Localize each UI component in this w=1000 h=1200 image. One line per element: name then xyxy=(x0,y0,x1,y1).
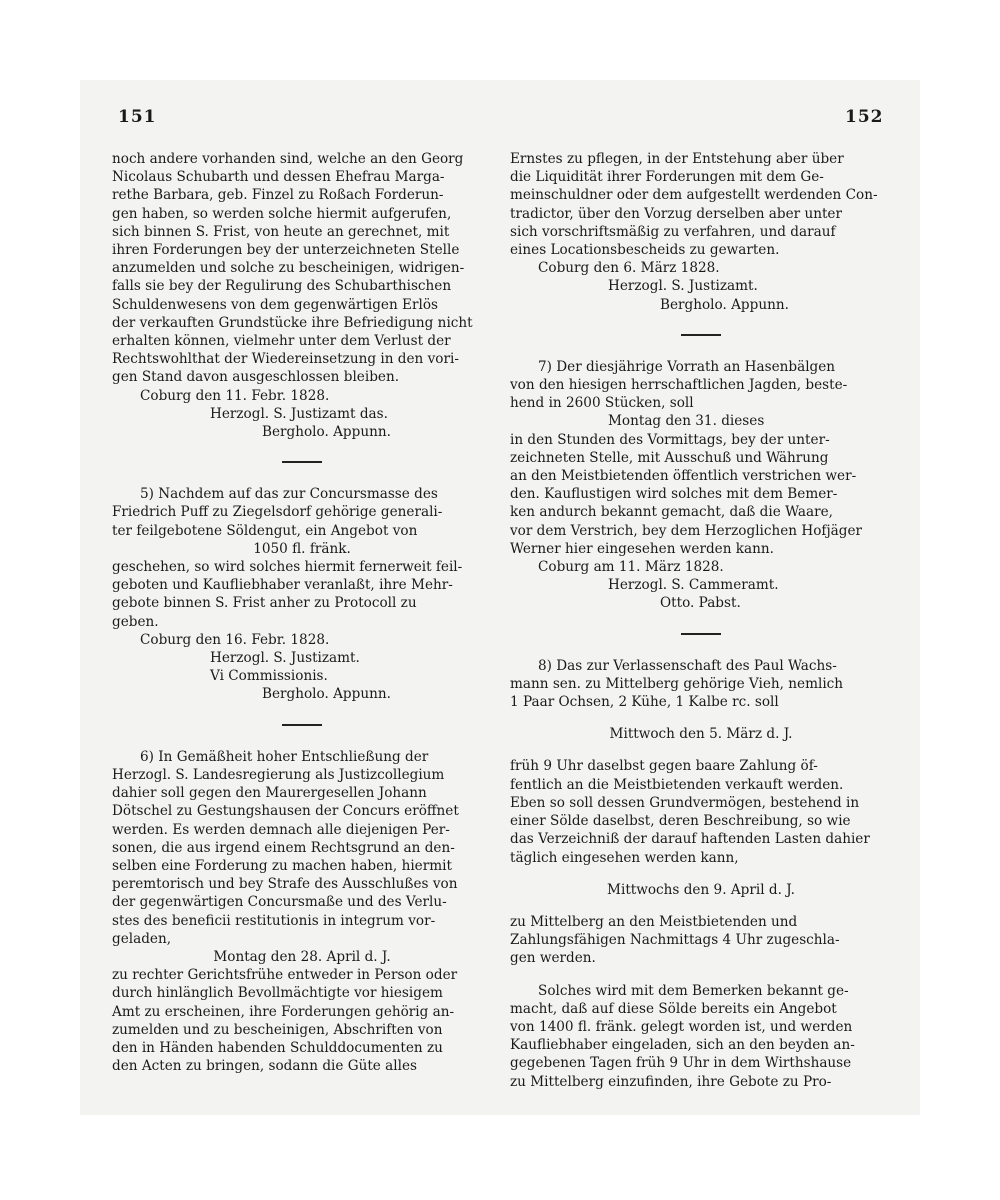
text-line: zu rechter Gerichtsfrühe entweder in Person oder xyxy=(112,967,458,984)
text-line: Werner hier eingesehen werden kann. xyxy=(510,540,774,557)
text-line: an den Meistbietenden öffentlich verstrichen wer- xyxy=(510,468,857,485)
section-divider xyxy=(681,334,721,336)
text-line: geben. xyxy=(112,613,159,630)
text-line: in den Stunden des Vormittags, bey der unter- xyxy=(510,431,830,448)
text-line: gebote binnen S. Frist anher zu Protocoll zu xyxy=(112,595,417,612)
text-line: sich vorschriftsmäßig zu verfahren, und darauf xyxy=(510,223,836,240)
text-line: die Liquidität ihrer Forderungen mit dem Ge- xyxy=(510,169,824,186)
text-lines xyxy=(510,982,892,1091)
text-line: tradictor, über den Vorzug derselben aber unter xyxy=(510,205,842,222)
text-line: zu Mittelberg einzufinden, ihre Gebote zu Pro- xyxy=(510,1073,832,1090)
text-line: Zahlungsfähigen Nachmittags 4 Uhr zugeschla- xyxy=(510,932,840,949)
text-line: sich binnen S. Frist, von heute an gerechnet, mit xyxy=(112,223,450,240)
text-lines xyxy=(112,485,492,540)
text-line: 8) Das zur Verlassenschaft des Paul Wachs- xyxy=(538,657,837,674)
text-line: zu Mittelberg an den Meistbietenden und xyxy=(510,913,798,930)
text-lines xyxy=(510,757,892,866)
text-line: 6) In Gemäßheit hoher Entschließung der xyxy=(140,748,429,765)
hearing-date: Montag den 28. April d. J. xyxy=(213,948,391,965)
text-line: eines Locationsbescheids zu gewarten. xyxy=(510,242,780,259)
notice-date: Coburg den 6. März 1828. xyxy=(538,260,720,277)
text-line: stes des beneficii restitutionis in integrum vor- xyxy=(112,912,436,929)
text-line: Rechtswohlthat der Wiedereinsetzung in den vori- xyxy=(112,351,459,368)
page-number-right: 152 xyxy=(845,107,884,127)
text-line: 1 Paar Ochsen, 2 Kühe, 1 Kalbe rc. soll xyxy=(510,694,779,711)
text-lines xyxy=(112,748,492,948)
text-lines xyxy=(510,358,892,413)
text-line: noch andere vorhanden sind, welche an den Georg xyxy=(112,151,464,167)
notice-date: Coburg den 11. Febr. 1828. xyxy=(140,387,330,404)
text-line: von 1400 fl. fränk. gelegt worden ist, und werden xyxy=(510,1018,853,1035)
right-column xyxy=(510,150,892,1091)
text-line: rethe Barbara, geb. Finzel zu Roßach Forderun- xyxy=(112,187,444,204)
text-line: gen werden. xyxy=(510,950,596,967)
text-line: Amt zu erscheinen, ihre Forderungen gehörig an- xyxy=(112,1003,455,1020)
notice-block-6 xyxy=(112,748,492,1076)
text-line: der gegenwärtigen Concursmaße und des Verlu- xyxy=(112,894,447,911)
notice-signature: Bergholo. Appunn. xyxy=(262,424,391,441)
notice-authority: Herzogl. S. Justizamt. xyxy=(608,278,758,295)
text-line: Herzogl. S. Landesregierung als Justizcollegium xyxy=(112,766,445,783)
text-line: vor dem Verstrich, bey dem Herzoglichen Hofjäger xyxy=(510,522,863,539)
text-lines xyxy=(112,966,492,1075)
text-line: Friedrich Puff zu Ziegelsdorf gehörige generali- xyxy=(112,504,443,521)
text-lines xyxy=(112,150,492,387)
text-line: zeichneten Stelle, mit Ausschuß und Währung xyxy=(510,449,829,466)
page-number-left: 151 xyxy=(118,107,157,127)
notice-authority: Herzogl. S. Cammeramt. xyxy=(608,577,779,594)
text-line: früh 9 Uhr daselbst gegen baare Zahlung öf- xyxy=(510,758,818,775)
notice-signature: Otto. Pabst. xyxy=(660,595,741,612)
section-divider xyxy=(681,633,721,635)
text-line: 5) Nachdem auf das zur Concursmasse des xyxy=(140,486,438,503)
notice-block-8 xyxy=(510,657,892,1091)
text-line: den Acten zu bringen, sodann die Güte alles xyxy=(112,1058,417,1075)
text-line: das Verzeichniß der darauf haftenden Lasten dahier xyxy=(510,831,870,848)
text-line: durch hinlänglich Bevollmächtigte vor hiesigem xyxy=(112,985,443,1002)
left-column xyxy=(112,150,492,1075)
text-lines xyxy=(510,657,892,712)
section-divider xyxy=(282,461,322,463)
notice-date: Coburg den 16. Febr. 1828. xyxy=(140,631,330,648)
text-line: meinschuldner oder dem aufgestellt werdenden Con- xyxy=(510,187,878,204)
text-line: geboten und Kaufliebhaber veranlaßt, ihre Mehr- xyxy=(112,577,453,594)
text-line: gen haben, so werden solche hiermit aufgerufen, xyxy=(112,205,452,222)
text-line: zumelden und zu bescheinigen, Abschriften von xyxy=(112,1021,443,1038)
section-divider xyxy=(282,724,322,726)
offer-amount: 1050 fl. fränk. xyxy=(253,540,351,557)
text-lines xyxy=(510,150,892,259)
sale-date: Mittwoch den 5. März d. J. xyxy=(609,726,793,743)
text-line: Kaufliebhaber eingeladen, sich an den beyden an- xyxy=(510,1037,855,1054)
notice-block-continued xyxy=(510,150,892,314)
text-line: gegebenen Tagen früh 9 Uhr in dem Wirthshause xyxy=(510,1055,852,1072)
text-line: anzumelden und solche zu bescheinigen, widrigen- xyxy=(112,260,465,277)
notice-commission: Vi Commissionis. xyxy=(210,668,328,685)
text-line: geladen, xyxy=(112,930,172,947)
text-line: der verkauften Grundstücke ihre Befriedigung nicht xyxy=(112,314,473,331)
text-line: erhalten können, vielmehr unter dem Verlust der xyxy=(112,333,451,350)
sale-date: Mittwochs den 9. April d. J. xyxy=(607,881,795,898)
notice-signature: Bergholo. Appunn. xyxy=(660,296,789,313)
text-line: ter feilgebotene Söldengut, ein Angebot von xyxy=(112,522,418,539)
notice-authority: Herzogl. S. Justizamt das. xyxy=(210,405,388,422)
text-line: Eben so soll dessen Grundvermögen, bestehend in xyxy=(510,794,860,811)
text-line: macht, daß auf diese Sölde bereits ein Angebot xyxy=(510,1000,837,1017)
text-line: mann sen. zu Mittelberg gehörige Vieh, nemlich xyxy=(510,675,844,692)
text-line: Dötschel zu Gestungshausen der Concurs eröffnet xyxy=(112,803,459,820)
text-line: Ernstes zu pflegen, in der Entstehung aber über xyxy=(510,151,844,167)
text-line: geschehen, so wird solches hiermit fernerweit feil- xyxy=(112,559,463,576)
text-line: selben eine Forderung zu machen haben, hiermit xyxy=(112,857,452,874)
text-line: 7) Der diesjährige Vorrath an Hasenbälgen xyxy=(538,358,836,375)
text-line: werden. Es werden demnach alle diejenigen Per- xyxy=(112,821,450,838)
notice-block-continued xyxy=(112,150,492,441)
text-line: hend in 2600 Stücken, soll xyxy=(510,395,694,412)
text-line: ihren Forderungen bey der unterzeichneten Stelle xyxy=(112,242,460,259)
text-line: sonen, die aus irgend einem Rechtsgrund an den- xyxy=(112,839,455,856)
sale-date: Montag den 31. dieses xyxy=(608,413,765,430)
text-line: den. Kauflustigen wird solches mit dem Bemer- xyxy=(510,486,838,503)
notice-block-7 xyxy=(510,358,892,613)
notice-signature: Bergholo. Appunn. xyxy=(262,686,391,703)
text-line: Solches wird mit dem Bemerken bekannt ge- xyxy=(538,982,849,999)
notice-authority: Herzogl. S. Justizamt. xyxy=(210,650,360,667)
notice-date: Coburg am 11. März 1828. xyxy=(538,559,724,576)
text-line: gen Stand davon ausgeschlossen bleiben. xyxy=(112,369,400,386)
text-line: Nicolaus Schubarth und dessen Ehefrau Marga- xyxy=(112,169,445,186)
text-lines xyxy=(510,431,892,558)
text-line: täglich eingesehen werden kann, xyxy=(510,849,739,866)
text-line: fentlich an die Meistbietenden verkauft werden. xyxy=(510,776,844,793)
text-line: Schuldenwesens von dem gegenwärtigen Erlös xyxy=(112,296,438,313)
text-line: von den hiesigen herrschaftlichen Jagden, beste- xyxy=(510,377,848,394)
text-line: dahier soll gegen den Maurergesellen Johann xyxy=(112,785,427,802)
text-lines xyxy=(510,913,892,968)
text-line: falls sie bey der Regulirung des Schubarthischen xyxy=(112,278,452,295)
notice-block-5 xyxy=(112,485,492,703)
text-lines xyxy=(112,558,492,631)
text-line: ken andurch bekannt gemacht, daß die Waare, xyxy=(510,504,833,521)
text-line: den in Händen habenden Schulddocumenten zu xyxy=(112,1039,443,1056)
text-line: einer Sölde daselbst, deren Beschreibung, so wie xyxy=(510,813,851,830)
text-line: peremtorisch und bey Strafe des Ausschlußes von xyxy=(112,876,458,893)
